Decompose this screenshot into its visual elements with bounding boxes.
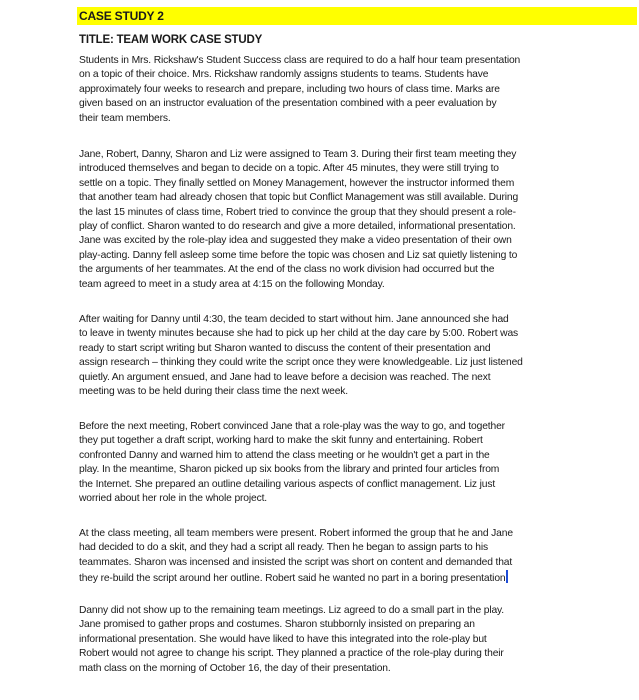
text-line: Danny did not show up to the remaining team meetings. Liz agreed to do a small part in the play. [79,605,504,616]
text-line: approximately four weeks to research and prepare, including two hours of class time. Marks are [79,83,500,95]
text-line: math class on the morning of October 16, the day of their presentation. [79,662,391,674]
text-line: the arguments of her teammates. At the end of the class no work division had occurred but the [79,264,495,276]
paragraph-6 [79,604,567,676]
paragraph-1 [79,54,567,126]
paragraph-5 [79,527,567,587]
text-line: they put together a draft script, working hard to make the skit funny and entertaining. Robert [79,435,483,447]
text-line: assign research – thinking they could write the script once they were knowledgeable. Liz just listened [79,357,523,369]
text-line: to leave in twenty minutes because she had to pick up her child at the day care by 5:00. Robert was [79,328,519,340]
text-line: the Internet. She prepared an outline detailing various aspects of conflict management. Liz just [79,478,496,490]
text-line: confronted Danny and warned him to attend the class meeting or he wouldn't get a part in the [79,449,490,461]
text-line: their team members. [79,112,171,124]
text-line: After waiting for Danny until 4:30, the team decided to start without him. Jane announced she had [79,314,509,325]
text-line: teammates. Sharon was incensed and insisted the script was short on content and demanded that [79,556,513,568]
text-line: ready to start script writing but Sharon wanted to discuss the content of their presentation and [79,342,491,354]
paragraph-3 [79,313,567,399]
paragraph-2 [79,148,567,292]
text-line: worried about her role in the whole project. [79,493,268,505]
text-cursor [506,570,508,583]
text-line: that another team had already chosen that topic but Conflict Management was still available. During [79,192,519,204]
text-line: introduced themselves and began to decide on a topic. After 45 minutes, they were still trying to [79,163,499,175]
text-line: team agreed to meet in a study area at 4:15 on the following Monday. [79,278,385,290]
text-line-with-cursor[interactable] [79,570,567,586]
text-line: play of conflict. Sharon wanted to do research and give a more detailed, informational presentation. [79,221,516,233]
text-line: Jane was excited by the role-play idea and suggested they make a video presentation of their own [79,235,512,247]
text-line: Robert would not agree to change his script. They planned a practice of the role-play during their [79,648,504,660]
document-title: TITLE: TEAM WORK CASE STUDY [79,34,263,46]
text-line-content: they re-build the script around her outline. Robert said he wanted no part in a boring presentation [79,573,506,585]
text-line: the last 15 minutes of class time, Robert tried to convince the group that they should present a role- [79,206,516,218]
text-line: settle on a topic. They finally settled on Money Management, however the instructor informed them [79,177,515,189]
case-study-label: CASE STUDY 2 [79,9,164,23]
text-line: had decided to do a skit, and they had a script all ready. Then he began to assign parts to his [79,542,488,554]
text-line: Before the next meeting, Robert convinced Jane that a role-play was the way to go, and together [79,421,505,432]
text-line: play-acting. Danny fell asleep some time before the topic was chosen and Liz sat quietly listening to [79,249,518,261]
text-line: Students in Mrs. Rickshaw's Student Success class are required to do a half hour team presentation [79,55,521,66]
text-line: quietly. An argument ensued, and Jane had to leave before a decision was reached. The next [79,371,491,383]
paragraph-4 [79,420,567,506]
text-line: informational presentation. She would have liked to have this integrated into the role-play but [79,633,487,645]
text-line: Jane, Robert, Danny, Sharon and Liz were assigned to Team 3. During their first team meeting they [79,149,517,160]
text-line: meeting was to be held during their class time the next week. [79,386,349,398]
text-line: play. In the meantime, Sharon picked up six books from the library and printed four articles from [79,464,500,476]
text-line: on a topic of their choice. Mrs. Rickshaw randomly assigns students to teams. Students have [79,69,489,81]
text-line: given based on an instructor evaluation of the presentation combined with a peer evaluation by [79,98,497,110]
text-line: Jane promised to gather props and costumes. Sharon stubbornly insisted on preparing an [79,619,475,631]
text-line: At the class meeting, all team members were present. Robert informed the group that he and Jane [79,528,513,539]
